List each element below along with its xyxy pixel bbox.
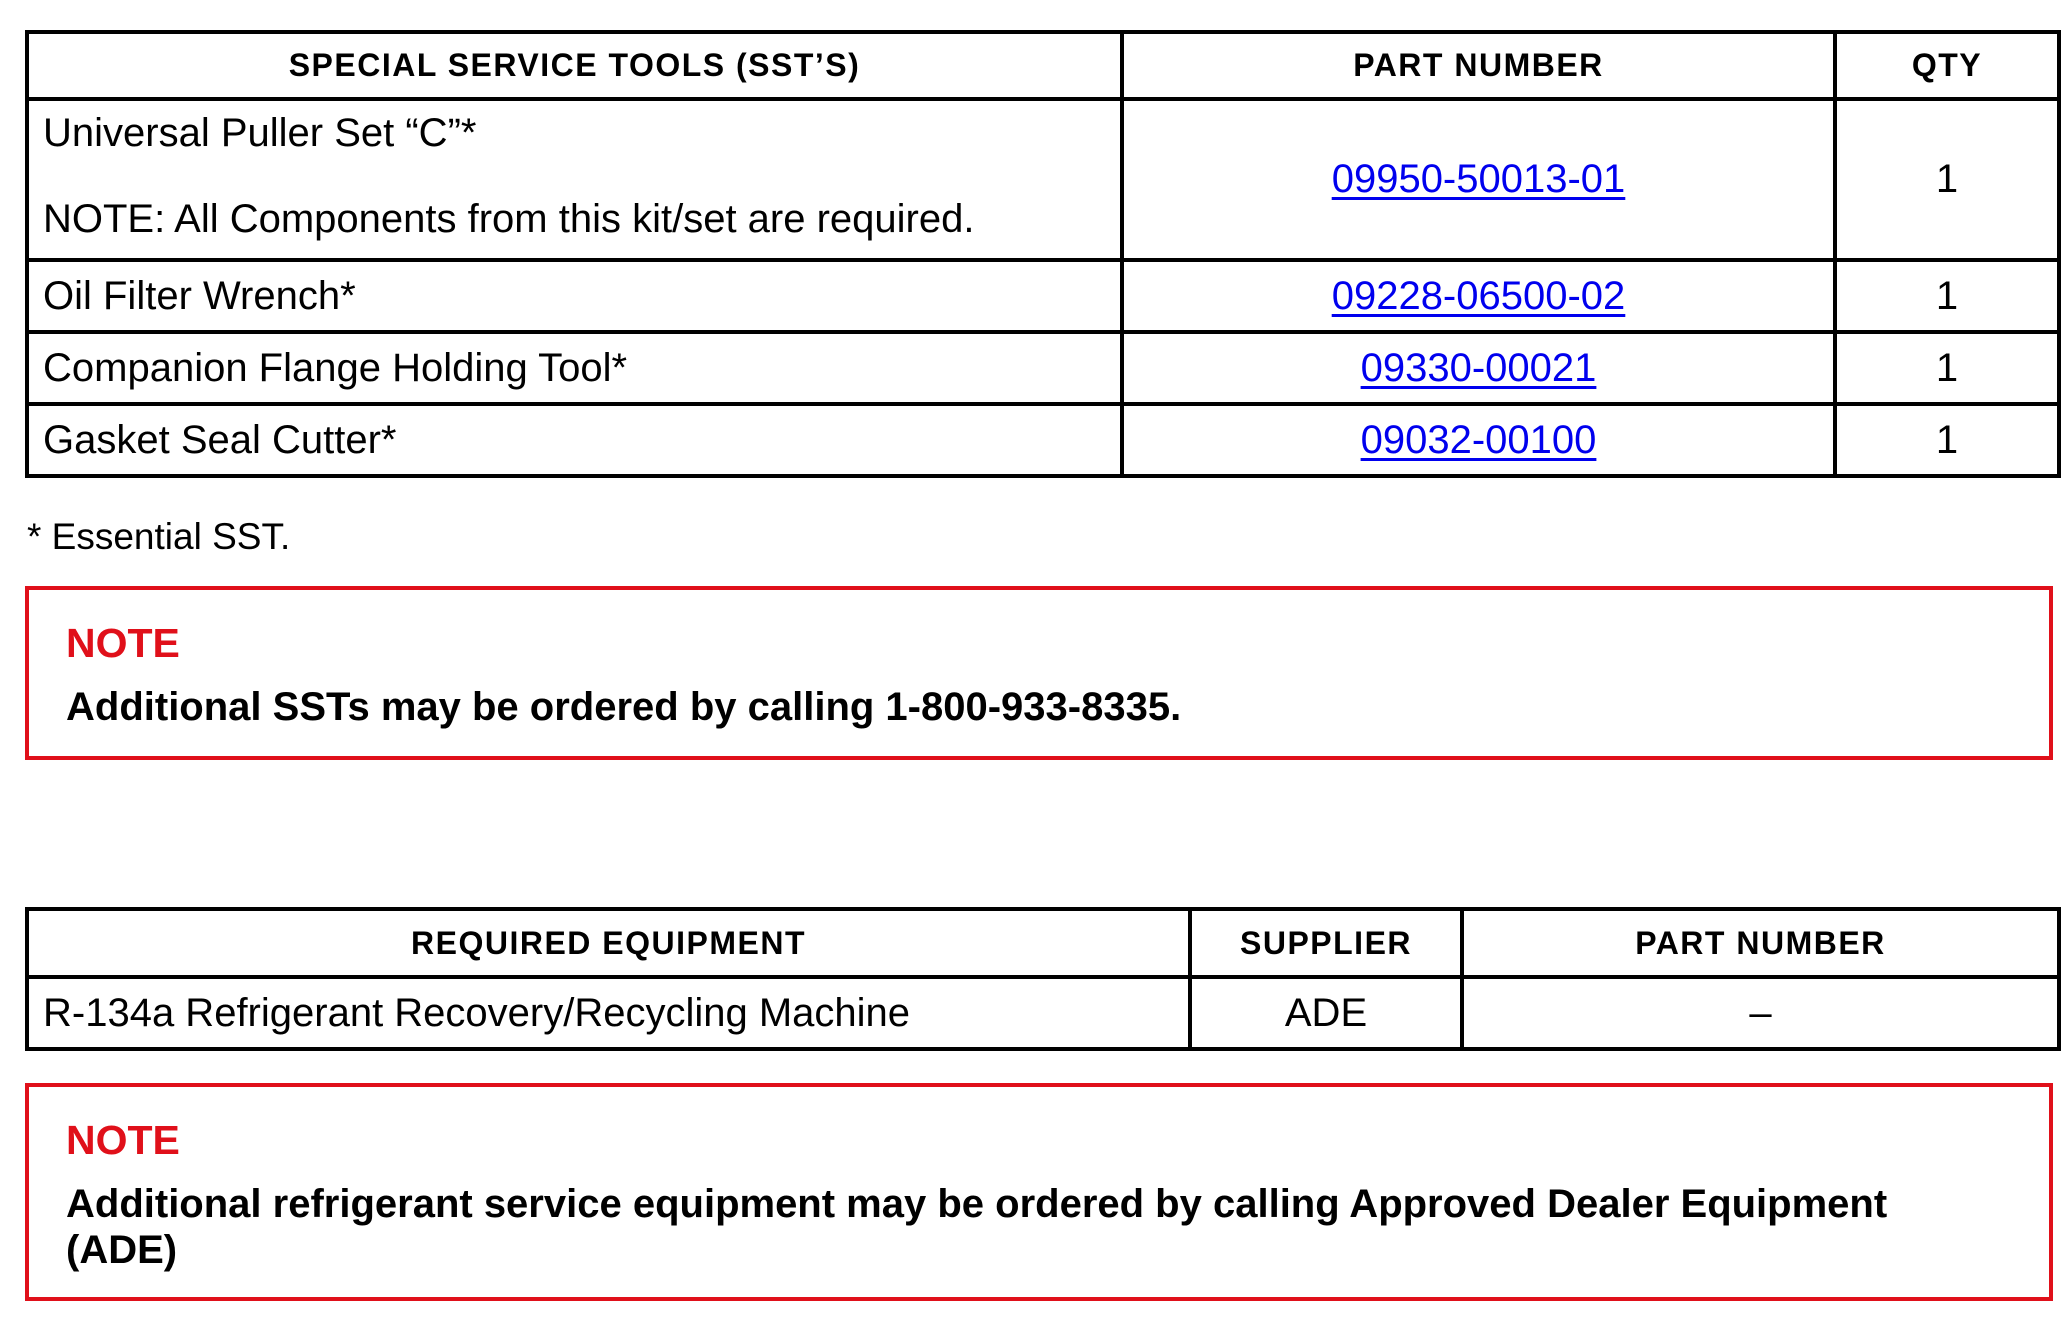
sst-tool-note: NOTE: All Components from this kit/set are required. <box>43 197 975 241</box>
note-box <box>25 586 2053 760</box>
sst-header-part-number: PART NUMBER <box>1122 32 1835 99</box>
essential-sst-footnote: * Essential SST. <box>27 516 291 557</box>
sst-table <box>25 30 2061 478</box>
sst-header-tool: SPECIAL SERVICE TOOLS (SST’S) <box>27 32 1122 99</box>
sst-part-number-cell <box>1122 332 1835 404</box>
table-row <box>27 260 2059 332</box>
sst-header-qty: QTY <box>1835 32 2059 99</box>
sst-part-number-cell <box>1122 99 1835 260</box>
equipment-header-supplier: SUPPLIER <box>1190 909 1462 977</box>
part-number-link[interactable]: 09330-00021 <box>1360 345 1597 390</box>
sst-qty: 1 <box>1835 332 2059 404</box>
table-row <box>27 977 2059 1049</box>
note-title: NOTE <box>66 1117 180 1163</box>
sst-part-number-cell <box>1122 260 1835 332</box>
sst-header-row <box>27 32 2059 99</box>
note-text: Additional SSTs may be ordered by calling 1-800-933-8335. <box>66 685 1182 729</box>
sst-part-number-cell <box>1122 404 1835 476</box>
sst-tool-name: Oil Filter Wrench* <box>27 260 1122 332</box>
sst-tool-name: Companion Flange Holding Tool* <box>27 332 1122 404</box>
note-text: Additional refrigerant service equipment may be ordered by calling Approved Dealer Equipment (ADE) <box>66 1182 1888 1272</box>
equipment-name: R-134a Refrigerant Recovery/Recycling Machine <box>27 977 1190 1049</box>
equipment-supplier: ADE <box>1190 977 1462 1049</box>
sst-tool-cell <box>27 99 1122 260</box>
part-number-link[interactable]: 09032-00100 <box>1360 417 1597 462</box>
note-box <box>25 1083 2053 1301</box>
equipment-header-equipment: REQUIRED EQUIPMENT <box>27 909 1190 977</box>
required-equipment-table <box>25 907 2061 1051</box>
table-row <box>27 332 2059 404</box>
equipment-header-part-number: PART NUMBER <box>1462 909 2059 977</box>
sst-tool-name: Gasket Seal Cutter* <box>27 404 1122 476</box>
table-row <box>27 404 2059 476</box>
sst-qty: 1 <box>1835 260 2059 332</box>
note-title: NOTE <box>66 620 180 666</box>
sst-qty: 1 <box>1835 99 2059 260</box>
table-row <box>27 99 2059 260</box>
part-number-link[interactable]: 09228-06500-02 <box>1331 273 1626 318</box>
equipment-header-row <box>27 909 2059 977</box>
sst-qty: 1 <box>1835 404 2059 476</box>
part-number-link[interactable]: 09950-50013-01 <box>1331 157 1626 201</box>
sst-tool-name: Universal Puller Set “C”* <box>43 111 477 155</box>
equipment-part-number: – <box>1462 977 2059 1049</box>
